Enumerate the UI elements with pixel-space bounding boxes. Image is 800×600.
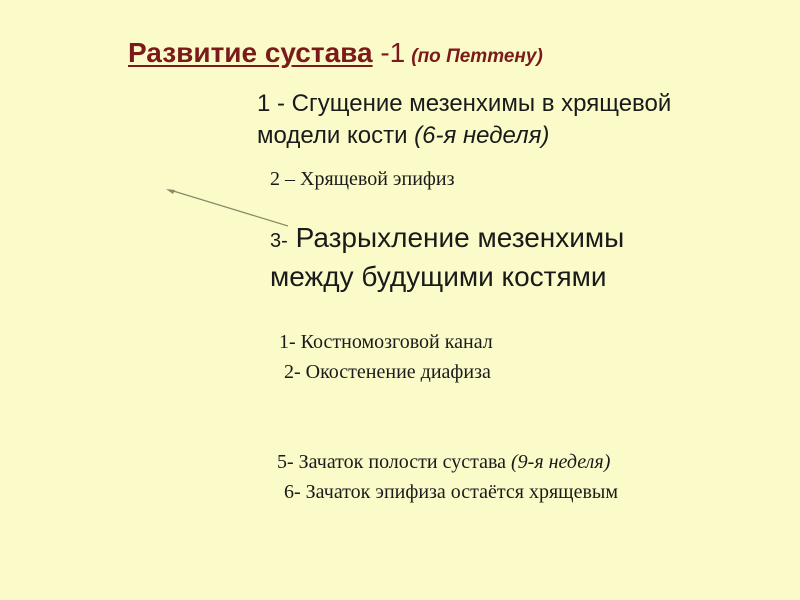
item-joint-cavity: [277, 448, 610, 476]
item-cartilage-epiphysis: 2 – Хрящевой эпифиз: [270, 168, 455, 190]
joint-cavity-week: (9-я неделя): [511, 451, 611, 473]
item-mesenchyme-condensation: [257, 88, 671, 152]
loosening-line-2: между будущими костями: [270, 261, 607, 292]
loosening-line-1-text: Разрыхление мезенхимы: [287, 222, 625, 253]
item-epiphysis-rudiment: 6- Зачаток эпифиза остаётся хрящевым: [284, 481, 618, 503]
loosening-line-1: [270, 220, 624, 259]
title-main: Развитие сустава: [128, 37, 373, 68]
slide-title: [128, 36, 543, 74]
item-mesenchyme-loosening: [270, 220, 624, 295]
mesenchyme-line-2-text: модели кости: [257, 122, 415, 149]
title-number: -1: [372, 37, 406, 68]
item-marrow-canal: 1- Костномозговой канал: [279, 331, 493, 353]
joint-cavity-text: 5- Зачаток полости сустава: [277, 451, 512, 473]
title-subtitle: (по Петтену): [411, 46, 543, 67]
item-diaphysis-ossification: 2- Окостенение диафиза: [284, 361, 491, 383]
mesenchyme-line-1: 1 - Сгущение мезенхимы в хрящевой: [257, 90, 672, 117]
mesenchyme-line-2: [257, 120, 671, 152]
loosening-number: 3-: [270, 230, 288, 252]
mesenchyme-week: (6-я неделя): [414, 122, 550, 149]
